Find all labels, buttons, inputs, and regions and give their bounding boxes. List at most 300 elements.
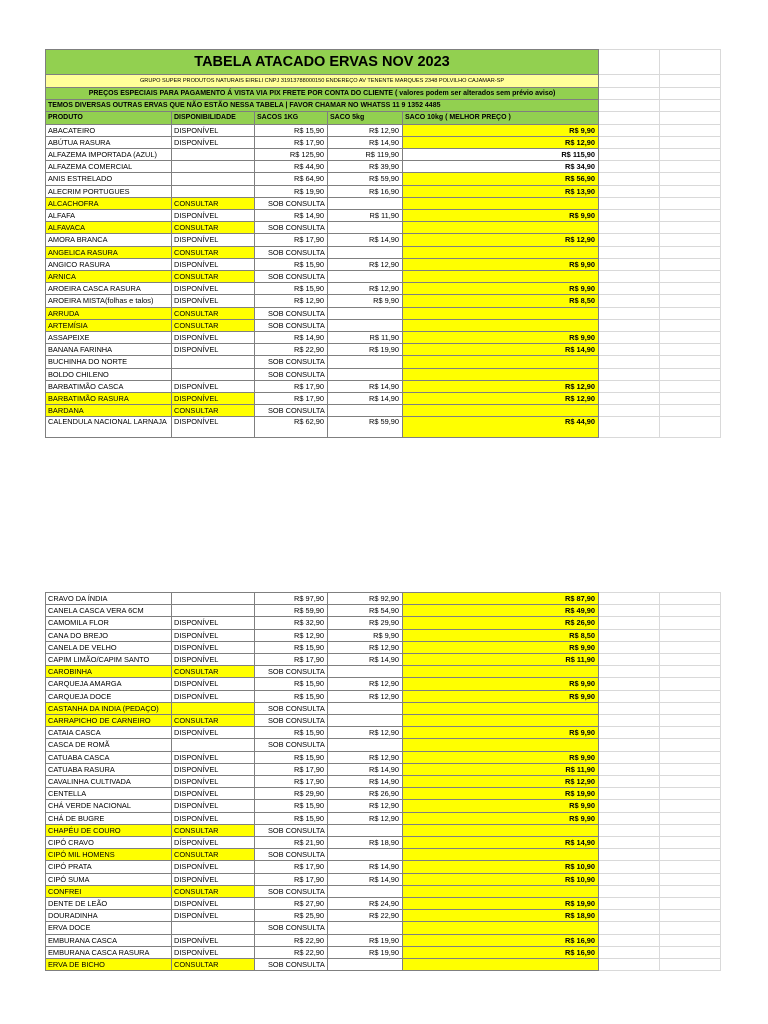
blank-cell [660,593,721,605]
availability: CONSULTAR [172,824,255,836]
product-row [46,873,721,885]
blank-cell [660,149,721,161]
availability: DISPONÍVEL [172,295,255,307]
price-10kg: R$ 10,90 [403,861,599,873]
blank-cell [660,922,721,934]
product-row [46,246,721,258]
price-1kg: R$ 21,90 [255,837,328,849]
product-name: ABACATEIRO [46,124,172,136]
product-name: ALFAVACA [46,222,172,234]
blank-cell [599,776,660,788]
product-row [46,295,721,307]
product-name: BARBATIMÃO RASURA [46,393,172,405]
blank-cell [599,629,660,641]
product-row [46,405,721,417]
availability: DISPONÍVEL [172,332,255,344]
price-10kg: R$ 9,90 [403,283,599,295]
product-name: BUCHINHA DO NORTE [46,356,172,368]
price-5kg [328,885,403,897]
product-row [46,898,721,910]
price-10kg: R$ 9,90 [403,800,599,812]
product-name: ARTEMÍSIA [46,319,172,331]
blank-cell [660,788,721,800]
price-5kg: R$ 19,90 [328,344,403,356]
blank-cell [599,715,660,727]
price-10kg: R$ 9,90 [403,332,599,344]
price-5kg: R$ 14,90 [328,873,403,885]
blank-cell [660,715,721,727]
product-name: CRAVO DA ÍNDIA [46,593,172,605]
price-1kg: R$ 17,90 [255,861,328,873]
price-10kg: R$ 49,90 [403,605,599,617]
price-10kg [403,356,599,368]
price-5kg: R$ 9,90 [328,295,403,307]
blank-cell [599,344,660,356]
price-1kg: R$ 64,90 [255,173,328,185]
product-row [46,344,721,356]
product-name: CANELA CASCA VERA 6CM [46,605,172,617]
price-1kg: R$ 25,90 [255,910,328,922]
price-10kg: R$ 11,90 [403,763,599,775]
availability [172,739,255,751]
price-5kg: R$ 14,90 [328,380,403,392]
price-1kg: R$ 15,90 [255,124,328,136]
product-row [46,776,721,788]
blank-cell [660,678,721,690]
price-10kg: R$ 9,90 [403,812,599,824]
price-1kg: R$ 15,90 [255,727,328,739]
price-10kg: R$ 9,90 [403,258,599,270]
price-5kg [328,222,403,234]
product-row [46,161,721,173]
product-row [46,332,721,344]
product-name: CIPÓ PRATA [46,861,172,873]
blank-cell [599,690,660,702]
price-5kg: R$ 14,90 [328,136,403,148]
product-row [46,617,721,629]
product-name: ABÚTUA RASURA [46,136,172,148]
product-row [46,934,721,946]
product-name: CIPÓ CRAVO [46,837,172,849]
header-saco-10kg: SACO 10kg ( MELHOR PREÇO ) [403,112,599,124]
price-sheet-page-2 [45,592,720,971]
product-name: BOLDO CHILENO [46,368,172,380]
availability: DISPONÍVEL [172,800,255,812]
product-row [46,885,721,897]
product-row [46,763,721,775]
header-disponibilidade: DISPONIBILIDADE [172,112,255,124]
blank-cell [660,185,721,197]
product-row [46,788,721,800]
availability: CONSULTAR [172,849,255,861]
price-10kg: R$ 9,90 [403,210,599,222]
price-1kg: R$ 15,90 [255,641,328,653]
blank-cell [660,837,721,849]
product-name: EMBURANA CASCA RASURA [46,946,172,958]
availability: DISPONÍVEL [172,344,255,356]
price-10kg: R$ 16,90 [403,946,599,958]
price-5kg [328,849,403,861]
availability: CONSULTAR [172,197,255,209]
product-row [46,751,721,763]
price-10kg [403,405,599,417]
price-10kg: R$ 12,90 [403,380,599,392]
blank-cell [660,246,721,258]
product-row [46,690,721,702]
price-5kg: R$ 12,90 [328,641,403,653]
price-5kg: R$ 54,90 [328,605,403,617]
price-1kg: R$ 15,90 [255,690,328,702]
price-1kg: SOB CONSULTA [255,959,328,971]
price-5kg: R$ 12,90 [328,751,403,763]
price-1kg: R$ 14,90 [255,332,328,344]
product-row [46,368,721,380]
product-row [46,307,721,319]
price-10kg: R$ 12,90 [403,234,599,246]
availability [172,922,255,934]
price-1kg: R$ 17,90 [255,380,328,392]
blank-cell [599,197,660,209]
blank-cell [599,946,660,958]
availability: DISPONÍVEL [172,751,255,763]
availability: CONSULTAR [172,319,255,331]
price-5kg: R$ 11,90 [328,332,403,344]
blank-cell [660,197,721,209]
product-name: BARDANA [46,405,172,417]
availability: DISPONÍVEL [172,690,255,702]
product-name: ASSAPEIXE [46,332,172,344]
product-name: ARRUDA [46,307,172,319]
availability [172,161,255,173]
price-1kg: R$ 17,90 [255,136,328,148]
price-1kg: SOB CONSULTA [255,715,328,727]
blank-cell [599,393,660,405]
availability: DISPONÍVEL [172,946,255,958]
product-name: BARBATIMÃO CASCA [46,380,172,392]
product-row [46,258,721,270]
product-row [46,319,721,331]
availability: DÍSPONÍVEL [172,837,255,849]
price-5kg: R$ 12,90 [328,124,403,136]
price-1kg: R$ 17,90 [255,234,328,246]
price-5kg: R$ 14,90 [328,763,403,775]
product-name: ERVA DOCE [46,922,172,934]
product-row [46,702,721,714]
price-10kg: R$ 9,90 [403,124,599,136]
blank-cell [599,837,660,849]
price-5kg [328,666,403,678]
price-10kg [403,959,599,971]
blank-cell [599,910,660,922]
price-1kg: SOB CONSULTA [255,356,328,368]
blank-cell [660,824,721,836]
availability: DISPONÍVEL [172,910,255,922]
price-5kg [328,824,403,836]
product-row [46,417,721,438]
product-row [46,605,721,617]
product-row [46,654,721,666]
product-name: ALFAZEMA COMERCIAL [46,161,172,173]
price-10kg: R$ 11,90 [403,654,599,666]
product-row [46,922,721,934]
product-row [46,861,721,873]
price-5kg: R$ 92,90 [328,593,403,605]
blank-cell [660,910,721,922]
blank-cell [599,149,660,161]
product-row [46,629,721,641]
availability: CONSULTAR [172,246,255,258]
blank-cell [660,885,721,897]
blank-cell [660,873,721,885]
price-1kg: R$ 32,90 [255,617,328,629]
price-5kg: R$ 16,90 [328,185,403,197]
blank-cell [599,739,660,751]
price-10kg [403,307,599,319]
product-name: CAROBINHA [46,666,172,678]
product-name: CIPÓ MIL HOMENS [46,849,172,861]
product-row [46,283,721,295]
price-1kg: R$ 17,90 [255,873,328,885]
product-row [46,271,721,283]
price-10kg: R$ 9,90 [403,751,599,763]
product-name: ALFAFA [46,210,172,222]
blank-cell [599,898,660,910]
price-1kg: SOB CONSULTA [255,307,328,319]
price-10kg [403,271,599,283]
price-10kg: R$ 14,90 [403,837,599,849]
blank-cell [660,739,721,751]
price-5kg: R$ 59,90 [328,417,403,438]
price-10kg: R$ 9,90 [403,727,599,739]
price-1kg: R$ 125,90 [255,149,328,161]
product-row [46,380,721,392]
blank-cell [660,690,721,702]
product-name: ERVA DE BICHO [46,959,172,971]
availability: CONSULTAR [172,715,255,727]
price-1kg: SOB CONSULTA [255,922,328,934]
blank-cell [599,934,660,946]
product-row [46,959,721,971]
blank-cell [599,861,660,873]
price-5kg [328,405,403,417]
blank-cell [599,210,660,222]
product-row [46,727,721,739]
company-info: GRUPO SUPER PRODUTOS NATURAIS EIRELI CNPJ 31913788000150 ENDEREÇO AV TENENTE MARQUES 2348 POLVILHO CAJAMAR-SP [46,75,599,88]
header-saco-5kg: SACO 5kg [328,112,403,124]
blank-cell [599,641,660,653]
blank-cell [660,380,721,392]
blank-cell [660,861,721,873]
price-5kg: R$ 11,90 [328,210,403,222]
price-5kg [328,922,403,934]
blank-cell [599,800,660,812]
blank-cell [599,283,660,295]
blank-cell [660,210,721,222]
blank-cell [599,654,660,666]
availability: DISPONÍVEL [172,861,255,873]
availability [172,702,255,714]
availability: CONSULTAR [172,222,255,234]
availability: CONSULTAR [172,666,255,678]
price-1kg: R$ 15,90 [255,812,328,824]
price-1kg: R$ 15,90 [255,258,328,270]
blank-cell [660,271,721,283]
availability: DISPONÍVEL [172,727,255,739]
price-1kg: SOB CONSULTA [255,271,328,283]
price-5kg: R$ 12,90 [328,800,403,812]
price-10kg: R$ 56,90 [403,173,599,185]
availability: CONSULTAR [172,307,255,319]
blank-cell [599,824,660,836]
price-10kg [403,824,599,836]
price-10kg [403,922,599,934]
price-1kg: SOB CONSULTA [255,666,328,678]
price-10kg [403,368,599,380]
price-10kg: R$ 9,90 [403,678,599,690]
product-row [46,185,721,197]
blank-cell [660,356,721,368]
blank-cell [599,356,660,368]
price-1kg: SOB CONSULTA [255,197,328,209]
blank-cell [660,283,721,295]
price-10kg: R$ 12,90 [403,393,599,405]
availability: DISPONÍVEL [172,124,255,136]
price-5kg: R$ 12,90 [328,258,403,270]
product-name: CARRAPICHO DE CARNEIRO [46,715,172,727]
product-name: AROEIRA MISTA(folhas e talos) [46,295,172,307]
price-10kg [403,715,599,727]
price-1kg: R$ 17,90 [255,776,328,788]
blank-cell [660,136,721,148]
price-5kg [328,959,403,971]
availability: DISPONÍVEL [172,934,255,946]
blank-cell [599,605,660,617]
price-5kg: R$ 19,90 [328,946,403,958]
price-5kg: R$ 14,90 [328,861,403,873]
blank-cell [599,405,660,417]
price-10kg: R$ 9,90 [403,641,599,653]
product-name: BANANA FARINHA [46,344,172,356]
availability: CONSULTAR [172,405,255,417]
price-10kg [403,197,599,209]
sheet-title: TABELA ATACADO ERVAS NOV 2023 [46,50,599,75]
price-1kg: R$ 15,90 [255,678,328,690]
price-1kg: SOB CONSULTA [255,824,328,836]
blank-cell [599,727,660,739]
price-1kg: R$ 27,90 [255,898,328,910]
price-5kg [328,368,403,380]
price-table-page-2 [45,592,721,971]
availability: CONSULTAR [172,271,255,283]
product-row [46,641,721,653]
price-1kg: R$ 97,90 [255,593,328,605]
price-5kg: R$ 12,90 [328,678,403,690]
price-5kg: R$ 24,90 [328,898,403,910]
product-name: CAVALINHA CULTIVADA [46,776,172,788]
price-1kg: SOB CONSULTA [255,702,328,714]
blank-cell [660,629,721,641]
availability: DISPONÍVEL [172,641,255,653]
availability [172,173,255,185]
blank-cell [599,885,660,897]
price-10kg: R$ 16,90 [403,934,599,946]
blank-cell [660,959,721,971]
product-name: ARNICA [46,271,172,283]
blank-cell [660,161,721,173]
product-row [46,946,721,958]
price-1kg: SOB CONSULTA [255,885,328,897]
product-name: CARQUEJA AMARGA [46,678,172,690]
availability: DISPONÍVEL [172,678,255,690]
price-5kg: R$ 14,90 [328,234,403,246]
availability: CONSULTAR [172,959,255,971]
product-name: CATAIA CASCA [46,727,172,739]
price-10kg: R$ 34,90 [403,161,599,173]
blank-cell [599,234,660,246]
product-row [46,234,721,246]
blank-cell [599,702,660,714]
blank-cell [660,617,721,629]
price-10kg: R$ 8,50 [403,295,599,307]
blank-cell [599,788,660,800]
price-1kg: R$ 22,90 [255,344,328,356]
price-5kg [328,197,403,209]
product-name: CENTELLA [46,788,172,800]
price-1kg: R$ 14,90 [255,210,328,222]
product-name: ANGICO RASURA [46,258,172,270]
price-1kg: R$ 59,90 [255,605,328,617]
availability: DISPONÍVEL [172,898,255,910]
blank-cell [660,258,721,270]
availability: DISPONÍVEL [172,812,255,824]
blank-cell [660,605,721,617]
price-1kg: SOB CONSULTA [255,246,328,258]
product-name: ALECRIM PORTUGUES [46,185,172,197]
price-5kg: R$ 14,90 [328,654,403,666]
price-10kg: R$ 8,50 [403,629,599,641]
product-name: EMBURANA CASCA [46,934,172,946]
price-1kg: R$ 62,90 [255,417,328,438]
blank-cell [599,271,660,283]
price-10kg: R$ 9,90 [403,690,599,702]
blank-cell [599,161,660,173]
product-name: DENTE DE LEÃO [46,898,172,910]
price-5kg [328,702,403,714]
blank-cell [660,405,721,417]
availability: DISPONÍVEL [172,617,255,629]
whatsapp-info: TEMOS DIVERSAS OUTRAS ERVAS QUE NÃO ESTÃO NESSA TABELA | FAVOR CHAMAR NO WHATSS 11 9 1352 4485 [46,100,599,112]
availability: DISPONÍVEL [172,258,255,270]
product-row [46,837,721,849]
price-table-page-1 [45,49,721,438]
blank-cell [599,307,660,319]
availability: DISPONÍVEL [172,380,255,392]
product-name: ALFAZEMA IMPORTADA (AZUL) [46,149,172,161]
price-1kg: SOB CONSULTA [255,222,328,234]
blank-cell [599,812,660,824]
price-10kg: R$ 14,90 [403,344,599,356]
price-5kg [328,307,403,319]
price-1kg: SOB CONSULTA [255,739,328,751]
price-1kg: SOB CONSULTA [255,405,328,417]
availability [172,356,255,368]
blank-cell [660,812,721,824]
price-1kg: R$ 22,90 [255,934,328,946]
price-10kg: R$ 18,90 [403,910,599,922]
product-name: CANELA DE VELHO [46,641,172,653]
blank-cell [599,136,660,148]
price-5kg [328,319,403,331]
